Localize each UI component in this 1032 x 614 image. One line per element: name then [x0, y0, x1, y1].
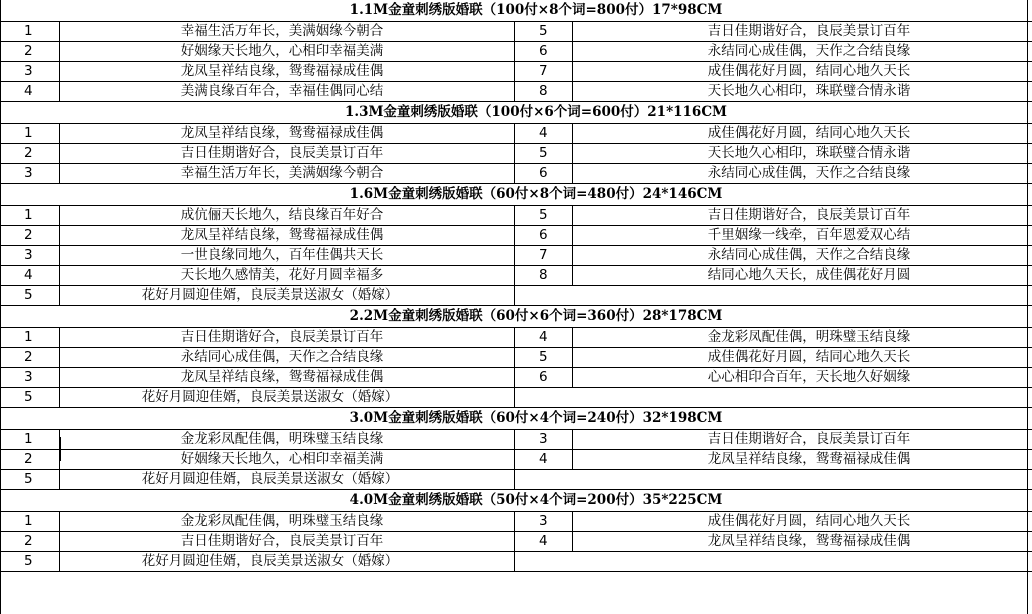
section-header-row: [0, 306, 1032, 328]
row-number-left[interactable]: 3: [24, 247, 33, 263]
row-number-right[interactable]: 5: [539, 207, 548, 223]
table-row: [0, 206, 1032, 226]
row-number-right[interactable]: 4: [539, 451, 548, 467]
section-title[interactable]: 4.0M金童刺绣版婚联（50付×4个词=200付）35*225CM: [349, 492, 723, 508]
table-row: [0, 532, 1032, 552]
column-divider: [514, 368, 515, 387]
section-header-row: [0, 184, 1032, 206]
couplet-text-left[interactable]: 好姻缘天长地久，心相印幸福美满: [180, 43, 384, 59]
row-number-right[interactable]: 4: [539, 533, 548, 549]
couplet-text-merged[interactable]: 花好月圆迎佳婿，良辰美景送淑女（婚嫁）: [141, 287, 399, 303]
couplet-text-right[interactable]: 永结同心成佳偶，天作之合结良缘: [707, 247, 911, 263]
section-header-row: [0, 0, 1032, 22]
section-title[interactable]: 1.6M金童刺绣版婚联（60付×8个词=480付）24*146CM: [349, 186, 723, 202]
couplet-text-left[interactable]: 龙凤呈祥结良缘，鸳鸯福禄成佳偶: [180, 369, 384, 385]
couplet-text-merged[interactable]: 花好月圆迎佳婿，良辰美景送淑女（婚嫁）: [141, 553, 399, 569]
row-number-left[interactable]: 2: [24, 349, 33, 365]
row-number-left[interactable]: 1: [24, 207, 33, 223]
couplet-text-right[interactable]: 成佳偶花好月圆，结同心地久天长: [707, 513, 911, 529]
couplet-text-right[interactable]: 千里姻缘一线牵，百年恩爱双心结: [707, 227, 911, 243]
row-number-left[interactable]: 1: [24, 329, 33, 345]
row-number-right[interactable]: 5: [539, 23, 548, 39]
couplet-text-left[interactable]: 一世良缘同地久，百年佳偶共天长: [180, 247, 384, 263]
couplet-text-left[interactable]: 幸福生活万年长，美满姻缘今朝合: [180, 165, 384, 181]
couplet-text-right[interactable]: 龙凤呈祥结良缘，鸳鸯福禄成佳偶: [707, 533, 911, 549]
row-number-left[interactable]: 1: [24, 23, 33, 39]
row-number-right[interactable]: 8: [539, 267, 548, 283]
column-divider: [514, 22, 515, 41]
column-divider: [514, 226, 515, 245]
table-row: [0, 42, 1032, 62]
column-divider: [514, 246, 515, 265]
row-number-right[interactable]: 5: [539, 349, 548, 365]
section-header-row: [0, 408, 1032, 430]
section-title[interactable]: 3.0M金童刺绣版婚联（60付×4个词=240付）32*198CM: [349, 410, 723, 426]
table-row: [0, 512, 1032, 532]
section-title[interactable]: 1.1M金童刺绣版婚联（100付×8个词=800付）17*98CM: [349, 2, 723, 18]
row-number-left[interactable]: 5: [24, 471, 33, 487]
table-row: [0, 328, 1032, 348]
couplet-text-left[interactable]: 龙凤呈祥结良缘，鸳鸯福禄成佳偶: [180, 125, 384, 141]
table-row: [0, 22, 1032, 42]
row-number-right[interactable]: 3: [539, 431, 548, 447]
table-row: [0, 62, 1032, 82]
row-number-left[interactable]: 5: [24, 553, 33, 569]
column-divider: [514, 552, 515, 571]
row-number-left[interactable]: 1: [24, 431, 33, 447]
table-row: [0, 266, 1032, 286]
row-number-left[interactable]: 2: [24, 227, 33, 243]
column-divider: [514, 430, 515, 449]
couplet-text-merged[interactable]: 花好月圆迎佳婿，良辰美景送淑女（婚嫁）: [141, 471, 399, 487]
couplet-text-right[interactable]: 金龙彩凤配佳偶，明珠璧玉结良缘: [707, 329, 911, 345]
column-divider: [514, 512, 515, 531]
table-row: [0, 368, 1032, 388]
couplet-text-left[interactable]: 龙凤呈祥结良缘，鸳鸯福禄成佳偶: [180, 63, 384, 79]
column-divider: [514, 42, 515, 61]
couplet-text-right[interactable]: 龙凤呈祥结良缘，鸳鸯福禄成佳偶: [707, 451, 911, 467]
couplet-text-right[interactable]: 结同心地久天长，成佳偶花好月圆: [707, 267, 911, 283]
column-divider: [514, 82, 515, 101]
couplet-text-left[interactable]: 好姻缘天长地久，心相印幸福美满: [180, 451, 384, 467]
row-number-left[interactable]: 3: [24, 165, 33, 181]
row-number-left[interactable]: 2: [24, 451, 33, 467]
couplet-text-left[interactable]: 金龙彩凤配佳偶，明珠璧玉结良缘: [180, 431, 384, 447]
column-divider: [514, 450, 515, 469]
section-title[interactable]: 1.3M金童刺绣版婚联（100付×6个词=600付）21*116CM: [344, 104, 728, 120]
section-title[interactable]: 2.2M金童刺绣版婚联（60付×6个词=360付）28*178CM: [349, 308, 723, 324]
couplet-text-right[interactable]: 成佳偶花好月圆，结同心地久天长: [707, 63, 911, 79]
couplet-text-left[interactable]: 天长地久感情美，花好月圆幸福多: [180, 267, 384, 283]
couplet-text-merged[interactable]: 花好月圆迎佳婿，良辰美景送淑女（婚嫁）: [141, 389, 399, 405]
row-number-right[interactable]: 8: [539, 83, 548, 99]
table-row: [0, 286, 1032, 306]
section-header-row: [0, 490, 1032, 512]
row-number-right[interactable]: 7: [539, 63, 548, 79]
column-divider: [514, 144, 515, 163]
row-number-right[interactable]: 6: [539, 369, 548, 385]
couplet-text-right[interactable]: 永结同心成佳偶，天作之合结良缘: [707, 43, 911, 59]
couplet-text-left[interactable]: 吉日佳期谐好合，良辰美景订百年: [180, 145, 384, 161]
couplet-text-right[interactable]: 成佳偶花好月圆，结同心地久天长: [707, 349, 911, 365]
couplet-text-left[interactable]: 成伉俪天长地久，结良缘百年好合: [180, 207, 384, 223]
row-number-left[interactable]: 5: [24, 287, 33, 303]
row-number-left[interactable]: 3: [24, 369, 33, 385]
column-divider: [514, 206, 515, 225]
column-divider: [514, 348, 515, 367]
row-number-right[interactable]: 4: [539, 125, 548, 141]
table-row: [0, 552, 1032, 572]
couplet-text-right[interactable]: 天长地久心相印，珠联璧合情永谐: [707, 145, 911, 161]
couplet-text-right[interactable]: 吉日佳期谐好合，良辰美景订百年: [707, 207, 911, 223]
couplet-text-right[interactable]: 天长地久心相印，珠联璧合情永谐: [707, 83, 911, 99]
couplet-text-left[interactable]: 美满良缘百年合，幸福佳偶同心结: [180, 83, 384, 99]
table-row: [0, 348, 1032, 368]
couplet-text-left[interactable]: 金龙彩凤配佳偶，明珠璧玉结良缘: [180, 513, 384, 529]
table-row: [0, 388, 1032, 408]
row-number-left[interactable]: 2: [24, 145, 33, 161]
couplet-text-right[interactable]: 心心相印合百年，天长地久好姻缘: [707, 369, 911, 385]
couplet-text-left[interactable]: 幸福生活万年长，美满姻缘今朝合: [180, 23, 384, 39]
table-row: [0, 226, 1032, 246]
column-divider: [514, 164, 515, 183]
row-number-left[interactable]: 2: [24, 43, 33, 59]
row-number-right[interactable]: 7: [539, 247, 548, 263]
couplet-text-right[interactable]: 吉日佳期谐好合，良辰美景订百年: [707, 431, 911, 447]
table-row: [0, 470, 1032, 490]
column-divider: [514, 470, 515, 489]
row-number-right[interactable]: 5: [539, 145, 548, 161]
column-divider: [514, 328, 515, 347]
couplet-text-left[interactable]: 龙凤呈祥结良缘，鸳鸯福禄成佳偶: [180, 227, 384, 243]
couplet-text-left[interactable]: 吉日佳期谐好合，良辰美景订百年: [180, 329, 384, 345]
row-number-left[interactable]: 4: [24, 83, 33, 99]
table-row: [0, 450, 1032, 470]
row-number-left[interactable]: 1: [24, 513, 33, 529]
table-row: [0, 124, 1032, 144]
table-row: [0, 82, 1032, 102]
section-header-row: [0, 102, 1032, 124]
column-divider: [514, 532, 515, 551]
column-divider: [514, 286, 515, 305]
couplet-text-right[interactable]: 永结同心成佳偶，天作之合结良缘: [707, 165, 911, 181]
column-divider: [514, 388, 515, 407]
couplet-text-right[interactable]: 成佳偶花好月圆，结同心地久天长: [707, 125, 911, 141]
row-number-left[interactable]: 3: [24, 63, 33, 79]
row-number-right[interactable]: 4: [539, 329, 548, 345]
row-number-left[interactable]: 4: [24, 267, 33, 283]
column-divider: [514, 124, 515, 143]
row-number-left[interactable]: 2: [24, 533, 33, 549]
couplet-text-left[interactable]: 吉日佳期谐好合，良辰美景订百年: [180, 533, 384, 549]
table-row: [0, 430, 1032, 450]
row-number-left[interactable]: 1: [24, 125, 33, 141]
couplet-text-right[interactable]: 吉日佳期谐好合，良辰美景订百年: [707, 23, 911, 39]
couplet-text-left[interactable]: 永结同心成佳偶，天作之合结良缘: [180, 349, 384, 365]
table-row: [0, 164, 1032, 184]
row-number-right[interactable]: 6: [539, 43, 548, 59]
row-number-right[interactable]: 6: [539, 227, 548, 243]
table-row: [0, 246, 1032, 266]
column-divider: [514, 62, 515, 81]
column-divider: [514, 266, 515, 285]
row-number-right[interactable]: 6: [539, 165, 548, 181]
table-row: [0, 144, 1032, 164]
row-number-left[interactable]: 5: [24, 389, 33, 405]
row-number-right[interactable]: 3: [539, 513, 548, 529]
